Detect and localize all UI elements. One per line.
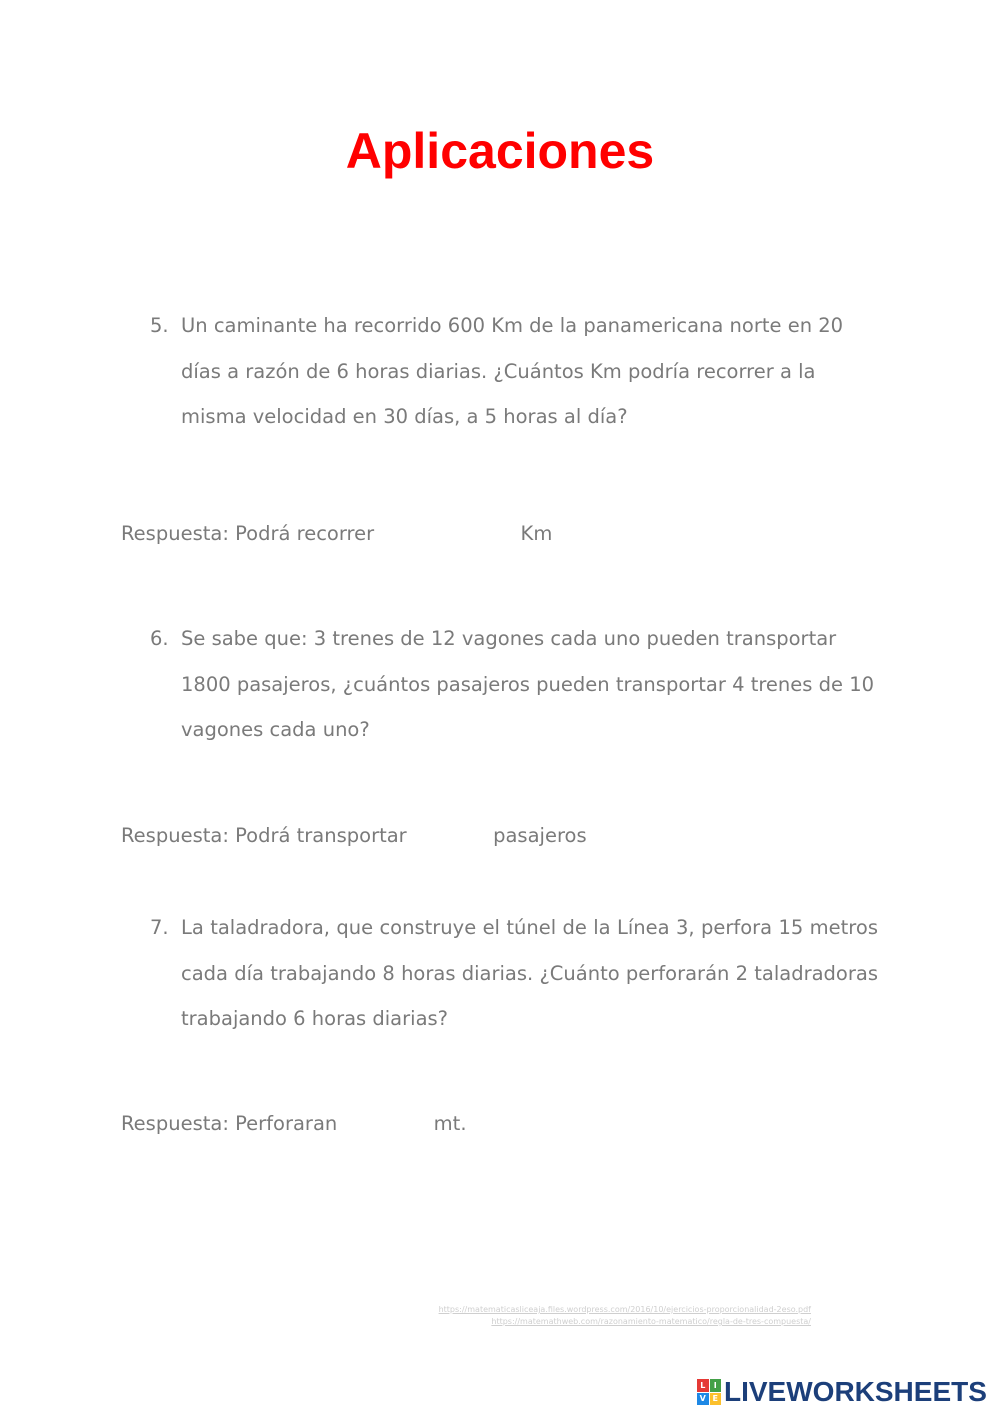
page-title: Aplicaciones (345, 123, 655, 179)
answer-prefix: Respuesta: Podrá transportar (121, 824, 407, 847)
question-7 (150, 905, 878, 1042)
answer-suffix: pasajeros (493, 824, 587, 847)
brand-name: LIVEWORKSHEETS (724, 1376, 987, 1407)
answer-5-input[interactable] (380, 522, 514, 548)
question-number: 5. (150, 314, 169, 337)
question-text: Un caminante ha recorrido 600 Km de la panamericana norte en 20 días a razón de 6 horas diarias. ¿Cuántos Km podría recorrer a la misma velocidad en 30 días, a 5 horas al día? (181, 314, 844, 428)
question-text: Se sabe que: 3 trenes de 12 vagones cada uno pueden transportar 1800 pasajeros, ¿cuántos pasajeros pueden transportar 4 trenes de 10 vagones cada uno? (181, 627, 875, 741)
question-number: 6. (150, 627, 169, 650)
logo-letter: I (710, 1379, 722, 1392)
answer-5 (121, 521, 552, 548)
question-5 (150, 303, 878, 440)
liveworksheets-logo (697, 1377, 987, 1407)
question-text: La taladradora, que construye el túnel de la Línea 3, perfora 15 metros cada día trabajando 8 horas diarias. ¿Cuánto perforarán 2 taladradoras trabajando 6 horas diarias? (181, 916, 878, 1030)
answer-6 (121, 823, 587, 850)
logo-letter: V (697, 1393, 709, 1406)
logo-letter: L (697, 1379, 709, 1392)
answer-7 (121, 1111, 467, 1138)
question-number: 7. (150, 916, 169, 939)
answer-prefix: Respuesta: Podrá recorrer (121, 522, 375, 545)
answer-suffix: Km (520, 522, 553, 545)
reference-link[interactable]: https://matematicasliceaja.files.wordpress.com/2016/10/ejercicios-proporcionalidad-2eso.pdf (438, 1305, 811, 1314)
answer-suffix: mt. (433, 1112, 467, 1135)
question-6 (150, 616, 878, 753)
answer-6-input[interactable] (413, 824, 487, 850)
reference-link[interactable]: https://matemathweb.com/razonamiento-matematico/regla-de-tres-compuesta/ (491, 1317, 811, 1326)
references (400, 1304, 811, 1328)
answer-prefix: Respuesta: Perforaran (121, 1112, 338, 1135)
liveworksheets-icon (697, 1379, 721, 1405)
answer-7-input[interactable] (343, 1112, 427, 1138)
logo-letter: E (710, 1393, 722, 1406)
